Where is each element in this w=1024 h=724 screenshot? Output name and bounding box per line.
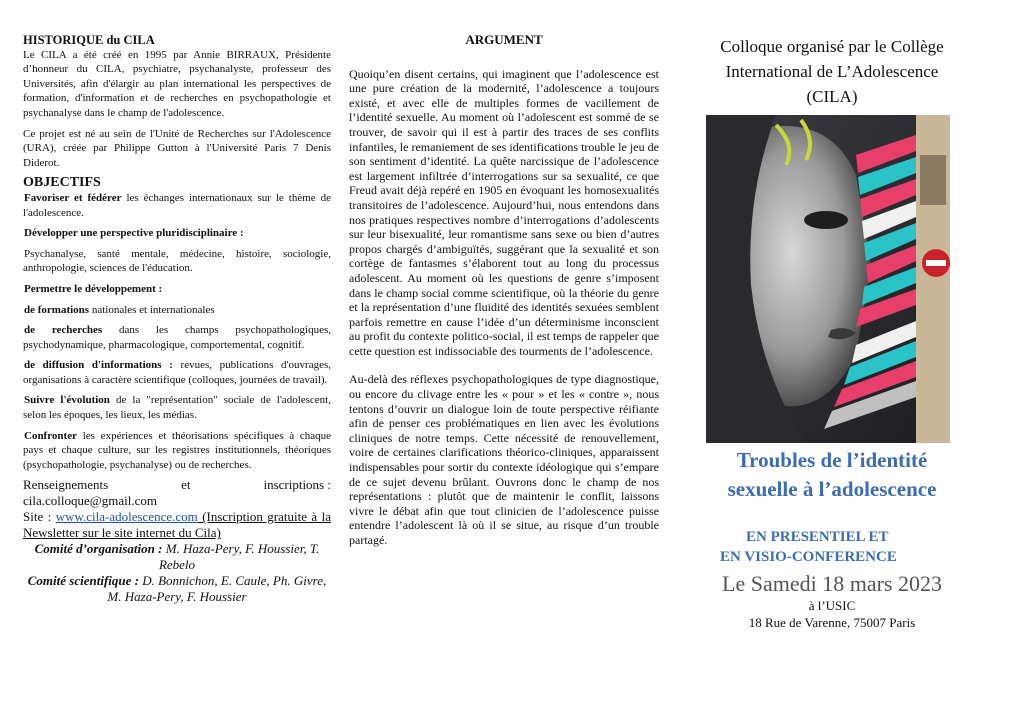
renseignements-label: Renseignements et inscriptions : — [23, 477, 331, 493]
objectif-item: Psychanalyse, santé mentale, médecine, histoire, sociologie, anthropologie, sciences de l'éducation. — [23, 247, 331, 275]
renseignements-block — [23, 477, 331, 541]
site-line: Site : www.cila-adolescence.com (Inscription gratuite à la Newsletter sur le site internet du Cila) — [23, 509, 331, 541]
objectifs-list — [23, 191, 331, 473]
objectif-item: Permettre le développement : — [24, 282, 163, 295]
contact-email[interactable]: cila.colloque@gmail.com — [23, 493, 157, 509]
event-title: Troubles de l’identité sexuelle à l’adolescence — [727, 448, 937, 501]
objectif-item: Suivre l'évolution de la "représentation" sociale de l'adolescent, selon les époques, les lieux, les médias. — [23, 394, 331, 422]
objectif-item: de formations nationales et internationales — [24, 303, 215, 316]
organizer-heading: Colloque organisé par le Collège International de L’Adolescence (CILA) — [720, 37, 944, 106]
historique-title: HISTORIQUE du CILA — [23, 33, 155, 47]
objectif-item: de recherches dans les champs psychopathologiques, psychodynamique, pharmacologique, comportemental, cognitif. — [23, 324, 331, 351]
event-venue: à l’USIC — [808, 598, 856, 613]
argument-paragraph-1: Quoiqu’en disent certains, qui imaginent que l’adolescence est une pure création de la modernité, l’adolescence a toujours existé, et avec elle de multiples formes de vacillement de l’identité sexuelle. Au moment où l’adolescent est sommé de se trouver, de savoir qui il est à partir des traces de ses conflits infantiles, le remaniement de ses identifications trouble le jeu de son sentiment d’identité. La quête narcissique de l’adolescence est largement infiltrée d’interrogations sur sa sexualité, ce que Freud avait déjà repéré en 1905 en évoquant les homosexualités transitoires de l’adolescence. Aujourd’hui, nous entendons dans nos pratiques respectives nombre d’interrogations d’adolescents sur leur bisexualité, leur romantisme sans sexe ou bien d’autres propos chargés d’ambiguïtés, suggérant que la sexualité et son cortège de fantasmes s’élaborent tout au long du processus adolescent. Au moment où les questions de genre s’imposent dans le champ social comme scientifique, où la théorie du genre et la représentation d’une fluidité des identités sexuées semblent parfois remettre en cause l’idée d’un déterminisme inconscient au profit du contexte politico-social, il est temps de rappeler que cette question est indissociable des tourments de l’adolescence. — [349, 66, 659, 358]
right-column — [690, 34, 974, 631]
comite-organisation: Comité d’organisation : M. Haza-Pery, F. Houssier, T. Rebelo — [34, 541, 320, 573]
street-art-photo — [706, 115, 950, 443]
site-link[interactable]: www.cila-adolescence.com — [55, 509, 198, 525]
left-column — [23, 33, 331, 605]
argument-paragraph-2: Au-delà des réflexes psychopathologiques de type diagnostique, ou encore du clivage entre les « pour » et les « contre », nous tentons d’ouvrir un dialogue loin de toute perspective réifiante afin de penser ces problématiques en lien avec les évolutions cliniques de notre temps. Cette nécessité de renouvellement, voire de certaines clarifications théorico-cliniques, apparaissent indispensables pour sortir du contexte idéologique qui s’empare de ce sujet devenu brûlant. Ouvrons donc le champ de nos représentations : plutôt que de maintenir le conflit, laissons vivre le débat afin que tout clinicien de l’adolescence puisse entendre l’adolescent là où il se situe, au risque d’un trouble partagé. — [349, 372, 659, 547]
objectif-item: Développer une perspective pluridisciplinaire : — [24, 227, 244, 240]
event-mode: EN PRESENTIEL ET EN VISIO-CONFERENCE — [720, 529, 897, 565]
objectif-item: Favoriser et fédérer les échanges internationaux sur le thème de l'adolescence. — [23, 191, 331, 219]
comite-scientifique: Comité scientifique : D. Bonnichon, E. Caule, Ph. Givre, M. Haza-Pery, F. Houssier — [27, 573, 327, 605]
event-date: Le Samedi 18 mars 2023 — [722, 571, 942, 596]
historique-paragraph-1: Le CILA a été créé en 1995 par Annie BIRRAUX, Présidente d’honneur du CILA, psychiatre, psychanalyste, professeur des Universités, afin d'élargir au plan international les perspectives de formation, d'information et de recherches en psychopathologie et psychanalyse dans le champ de l'adolescence. — [23, 48, 331, 119]
street-art-image — [706, 115, 950, 443]
objectif-item: Confronter les expériences et théorisations spécifiques à chaque pays et chaque culture, sur les registres institutionnels, théoriques (psychopathologie, psychanalyse) ou de recherches. — [23, 429, 331, 471]
objectifs-title: OBJECTIFS — [23, 175, 101, 191]
argument-title: ARGUMENT — [465, 32, 543, 47]
historique-paragraph-2: Ce projet est né au sein de l'Unité de Recherches sur l'Adolescence (URA), créée par Philippe Gutton à l'Université Paris 7 Denis Diderot. — [23, 127, 331, 169]
site-note: (Inscription gratuite à la Newsletter sur le site internet du Cila) — [23, 509, 331, 541]
middle-column — [349, 33, 659, 548]
objectif-item: de diffusion d'informations : revues, publications d'ouvrages, organisations à caractère scientifique (colloques, journées de travail). — [23, 359, 331, 386]
event-address: 18 Rue de Varenne, 75007 Paris — [748, 615, 916, 630]
